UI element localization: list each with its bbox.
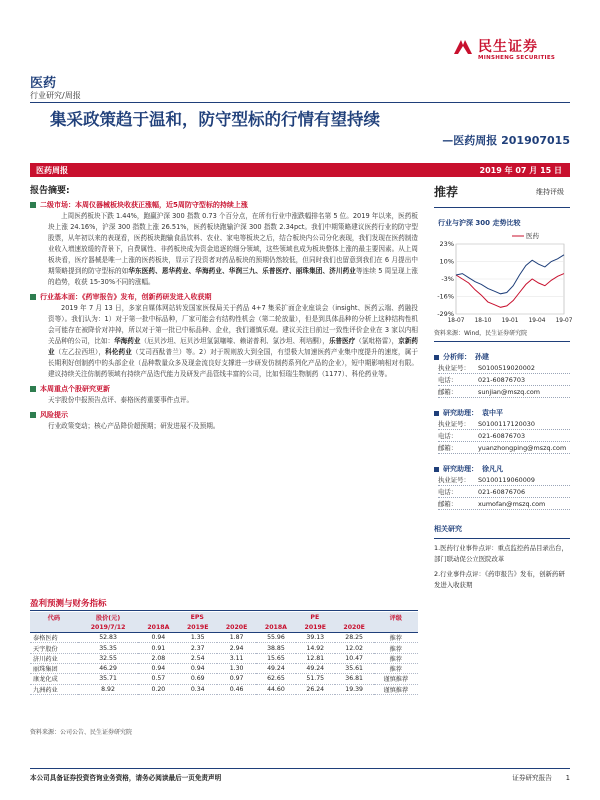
info-value: 021-60876703: [478, 431, 526, 440]
bullet-square-icon: [30, 202, 36, 208]
related-report-link[interactable]: 1.医药行业事件点评：重点监控药品目录出台，部门联动促公立医院改革: [434, 544, 568, 563]
section-body: 行业政策变动；核心产品降价超预期；研发进展不及预期。: [48, 422, 220, 430]
rating-value: 推荐: [434, 185, 459, 199]
chart-source: 资料来源：Wind，民生证券研究院: [434, 330, 528, 337]
col-year: 2019E: [296, 622, 335, 632]
analyst-cert: [438, 474, 570, 486]
highlight-text: 科伦药业: [105, 348, 132, 356]
cell-price: 35.71: [78, 674, 139, 684]
cell-pe: 51.75: [296, 674, 335, 684]
cell-pe: 26.24: [296, 684, 335, 694]
analyst-block: [434, 408, 570, 454]
sidebar-rule: [434, 341, 570, 342]
x-tick-label: 19-01: [501, 318, 519, 324]
highlight-text: 华东医药、恩华药业、华海药业、华润三九、乐普医疗、丽珠集团、济川药业: [128, 267, 356, 275]
info-value: S0100119060009: [478, 475, 535, 484]
cell-eps: 0.91: [138, 643, 178, 653]
cell-price: 46.29: [78, 663, 139, 673]
band-date: 2019 年 07 月 15 日: [479, 166, 562, 175]
col-year: 2020E: [335, 622, 374, 632]
body-text: （艾司西酞普兰）等。2）对于规则放大到全国，有望极大加速医药产业集中度提升的速度，属于长期利好创制药中的头部企业（品种数量众多及现金流良好支撑进一步研发仿制药系列化产品的企业），短中期影响相对有限。建议持续关注仿制药领域有持续产品迭代能力及研发产品管线丰富的公司，比如恒瑞生物制药（1177）、科伦药业等。: [48, 348, 418, 378]
trend-chart-svg: [434, 230, 573, 326]
body-text: （氯吡格雷），: [355, 337, 399, 345]
analyst-role: 研究助理：: [443, 465, 478, 473]
analyst-cert: [438, 362, 570, 374]
col-blank: [374, 622, 418, 632]
cell-name: 济川药业: [30, 653, 78, 663]
cell-name: 泰格医药: [30, 633, 78, 643]
analyst-role: 分析师：: [443, 353, 471, 361]
cell-eps: 1.30: [217, 663, 256, 673]
header-band: [30, 163, 570, 177]
y-tick-label: -29%: [437, 310, 454, 318]
analyst-email-link[interactable]: yuanzhongping@mszq.com: [478, 443, 567, 452]
info-value: 021-60876706: [478, 487, 526, 496]
cell-price: 32.55: [78, 653, 139, 663]
bullet-square-icon: [434, 355, 439, 360]
col-eps: EPS: [190, 613, 204, 621]
info-key: 执业证号：: [438, 364, 470, 372]
cell-eps: 1.35: [178, 633, 217, 643]
report-subtitle: —医药周报 201907015: [442, 134, 570, 147]
info-key: 执业证号：: [438, 476, 470, 484]
related-report-link[interactable]: 2.行业事件点评：《药审报告》发布，创新药研发进入收获期: [434, 570, 565, 589]
highlight-text: 乐普医疗: [328, 337, 356, 345]
cell-pe: 49.24: [296, 663, 335, 673]
col-year: 2018A: [256, 622, 296, 632]
cell-rating: 谨慎推荐: [374, 684, 418, 694]
logo-text-en: MINSHENG SECURITIES: [478, 55, 556, 61]
table-row: [30, 633, 418, 643]
logo-text-cn: 民生证券: [478, 39, 538, 55]
analyst-tel: [438, 486, 570, 498]
table-row: [30, 663, 418, 673]
analyst-email-link[interactable]: sunjian@mszq.com: [478, 387, 540, 396]
cell-eps: 2.37: [178, 643, 217, 653]
rating-box: [434, 183, 570, 203]
footer-rule: [30, 768, 570, 769]
analyst-tel: [438, 374, 570, 386]
table-row: [30, 643, 418, 653]
cell-pe: 12.81: [296, 653, 335, 663]
logo-mark-icon: [452, 36, 474, 58]
highlight-text: 京新药业: [48, 337, 419, 356]
footer-label: 证券研究报告: [512, 774, 552, 782]
analyst-heading: [434, 408, 570, 418]
section-heading: [30, 410, 418, 421]
analyst-block: [434, 464, 570, 510]
financials-rule: [30, 610, 418, 611]
body-text: 2019 年 7 月 13 日，多家自媒体网站转发国家医保局关于药品 4+7 集采扩面企业座谈会（insight、医药云端、药融投资等）。我们认为：1）对于第一批中标品种，厂家可能会有结构性机会（第二轮放量），但是到具体品种的分析上这种结构性机会可能存在被降价对冲掉，所以对于第一批已中标品种、企业，我们谨慎乐观。建议关注目前过一致性评价企业在 3 家以内相关品种的公司，比如：: [48, 304, 418, 345]
page-number: 1: [565, 774, 570, 782]
legend-label: 医药: [526, 232, 539, 240]
analyst-block: [434, 352, 570, 398]
x-tick-label: 18-10: [474, 318, 492, 324]
cell-name: 九洲药业: [30, 684, 78, 694]
section-title: 风险提示: [40, 411, 68, 419]
cell-price: 52.83: [78, 633, 139, 643]
table-row: [30, 674, 418, 684]
col-year: 2020E: [217, 622, 256, 632]
cell-pe: 10.47: [335, 653, 374, 663]
body-text: 等连续 5 周呈现上涨的趋势，收获 15-30%不同的涨幅。: [48, 267, 419, 286]
info-key: 电话：: [438, 376, 458, 384]
cell-eps: 2.94: [217, 643, 256, 653]
cell-eps: 0.94: [178, 663, 217, 673]
col-code: 代码: [47, 614, 61, 622]
financials-body: [30, 633, 418, 695]
bullet-square-icon: [434, 411, 439, 416]
analyst-role: 研究助理：: [443, 409, 478, 417]
cell-pe: 28.25: [335, 633, 374, 643]
financials-heading: 盈利预测与财务指标: [30, 599, 107, 609]
table-row: [30, 684, 418, 694]
section-title: 二级市场：本周仪器械板块收获正涨幅，近5周防守型标的持续上涨: [40, 201, 248, 209]
summary-column: [30, 183, 418, 432]
analyst-name: 孙建: [475, 353, 489, 361]
footer-right: [498, 772, 570, 782]
bullet-square-icon: [30, 386, 36, 392]
col-year: 2019E: [178, 622, 217, 632]
bullet-square-icon: [30, 294, 36, 300]
cell-pe: 19.39: [335, 684, 374, 694]
cell-eps: 2.54: [178, 653, 217, 663]
section-heading: [30, 292, 418, 303]
cell-eps: 0.34: [178, 684, 217, 694]
cell-rating: 谨慎推荐: [374, 674, 418, 684]
y-tick-label: -16%: [437, 292, 454, 301]
series-line-hs300: [456, 255, 564, 294]
cell-pe: 12.02: [335, 643, 374, 653]
col-rating: 评级: [389, 614, 402, 622]
analyst-cert: [438, 418, 570, 430]
cell-pe: 49.24: [256, 663, 296, 673]
section-heading: [30, 200, 418, 211]
table-row: [30, 653, 418, 663]
cell-eps: 0.69: [178, 674, 217, 684]
body-text: 上周医药板块下跌 1.44%，跑赢沪深 300 指数 0.73 个百分点，在所有行业中涨跌幅排名第 5 位。2019 年以来，医药板块上涨 24.16%，沪深 300 指数上涨 26.51%，医药板块跑输沪深 300 指数 2.34pct。我们中期策略建议医药行业的防守型股票，从年初以来的表现看，医药板块跑输食品饮料、农业、家电等板块之后，结合板块内公司分化表现，我们发现在医药制造业收入增速放缓的背景下，自费属性、非药板块成为资金追逐的细分领域，这些领域也成为板块整体上涨的最主要因素。从上周板块看，医疗器械是唯一上涨的医药板块，显示了投资者对药品板块的预期仍然较低，但同时我们也留意到我们在 6 月提出中期策略提到的防守型标的如: [48, 212, 418, 275]
sidebar-rule: [434, 538, 570, 539]
analyst-email-link[interactable]: xumofan@mszq.com: [478, 499, 546, 508]
section-body: 天宇股份中报预告点评、泰格医药重要事件点评。: [48, 396, 194, 404]
company-logo: [452, 36, 572, 68]
section-body: [30, 211, 418, 288]
cell-name: 康龙化成: [30, 674, 78, 684]
cell-eps: 0.20: [138, 684, 178, 694]
x-tick-label: 18-07: [447, 318, 465, 324]
section-title: 本周重点个股研究更新: [40, 385, 110, 393]
cell-pe: 38.85: [256, 643, 296, 653]
info-key: 邮箱：: [438, 388, 458, 396]
analyst-name: 袁中平: [482, 409, 503, 417]
cell-price: 8.92: [78, 684, 139, 694]
info-value: 021-60876703: [478, 375, 526, 384]
analyst-name: 徐凡凡: [482, 465, 503, 473]
info-value: S0100117120030: [478, 419, 535, 428]
summary-heading: 报告摘要:: [30, 186, 70, 196]
cell-name: 天宇股份: [30, 643, 78, 653]
cell-eps: 3.11: [217, 653, 256, 663]
cell-rating: 推荐: [374, 643, 418, 653]
cell-price: 35.35: [78, 643, 139, 653]
col-date: 2019/7/12: [78, 622, 139, 632]
analyst-tel: [438, 430, 570, 442]
report-title: 集采政策趋于温和，防守型标的行情有望持续: [50, 110, 380, 129]
section-heading: [30, 384, 418, 395]
cell-eps: 2.08: [138, 653, 178, 663]
cell-eps: 0.94: [138, 663, 178, 673]
x-tick-label: 19-07: [555, 318, 573, 324]
series-line-pharma: [456, 274, 564, 308]
trend-chart: [434, 230, 573, 326]
footer-disclaimer: 本公司具备证券投资咨询业务资格，请务必阅读最后一页免责声明: [30, 774, 222, 782]
info-key: 邮箱：: [438, 500, 458, 508]
y-tick-label: -3%: [441, 275, 454, 283]
rating-note: 维持评级: [536, 188, 564, 196]
cell-pe: 36.81: [335, 674, 374, 684]
section-title: 行业基本面：《药审报告》发布，创新药研发进入收获期: [40, 293, 212, 301]
cell-pe: 44.60: [256, 684, 296, 694]
cell-eps: 0.46: [217, 684, 256, 694]
cell-name: 丽珠集团: [30, 663, 78, 673]
cell-eps: 1.87: [217, 633, 256, 643]
col-year: 2018A: [138, 622, 178, 632]
body-text: （左乙拉西坦），: [54, 348, 106, 356]
info-key: 邮箱：: [438, 444, 458, 452]
cell-pe: 35.61: [335, 663, 374, 673]
cell-rating: 推荐: [374, 663, 418, 673]
cell-rating: 推荐: [374, 633, 418, 643]
col-price: 股价(元): [95, 614, 121, 622]
cell-pe: 55.96: [256, 633, 296, 643]
chart-title: 行业与沪深 300 走势比较: [438, 219, 521, 227]
analyst-heading: [434, 352, 570, 362]
y-tick-label: 23%: [439, 240, 454, 248]
related-heading: 相关研究: [434, 525, 462, 533]
col-blank: [30, 622, 78, 632]
cell-pe: 62.65: [256, 674, 296, 684]
analyst-mail: [438, 498, 570, 510]
highlight-text: 华海药业: [114, 337, 141, 345]
cell-pe: 39.13: [296, 633, 335, 643]
financials-source: 资料来源：公司公告、民生证券研究院: [30, 729, 133, 736]
analyst-heading: [434, 464, 570, 474]
col-pe: PE: [310, 613, 320, 621]
financials-table: [30, 612, 418, 695]
sector-label: 医药: [30, 76, 57, 91]
cell-eps: 0.97: [217, 674, 256, 684]
cell-pe: 14.92: [296, 643, 335, 653]
info-key: 执业证号：: [438, 420, 470, 428]
info-key: 电话：: [438, 432, 458, 440]
y-tick-label: 10%: [439, 257, 454, 266]
sidebar-rule: [434, 207, 570, 208]
cell-eps: 0.94: [138, 633, 178, 643]
x-tick-label: 19-04: [528, 318, 546, 324]
cell-rating: 推荐: [374, 653, 418, 663]
cell-pe: 15.65: [256, 653, 296, 663]
body-text: （厄贝沙坦、厄贝沙坦氢氯噻嗪、赖诺普利、氯沙坦、利培酮），: [140, 337, 329, 345]
section-body: [30, 303, 418, 380]
bullet-square-icon: [434, 467, 439, 472]
info-key: 电话：: [438, 488, 458, 496]
sidebar: [434, 183, 573, 591]
header-rule: [30, 102, 570, 103]
band-report-series: 医药周报: [36, 166, 68, 175]
analyst-mail: [438, 442, 570, 454]
analyst-mail: [438, 386, 570, 398]
info-value: S0100519020002: [478, 363, 535, 372]
report-type: 行业研究/周报: [30, 91, 81, 100]
cell-eps: 0.57: [138, 674, 178, 684]
bullet-square-icon: [30, 412, 36, 418]
